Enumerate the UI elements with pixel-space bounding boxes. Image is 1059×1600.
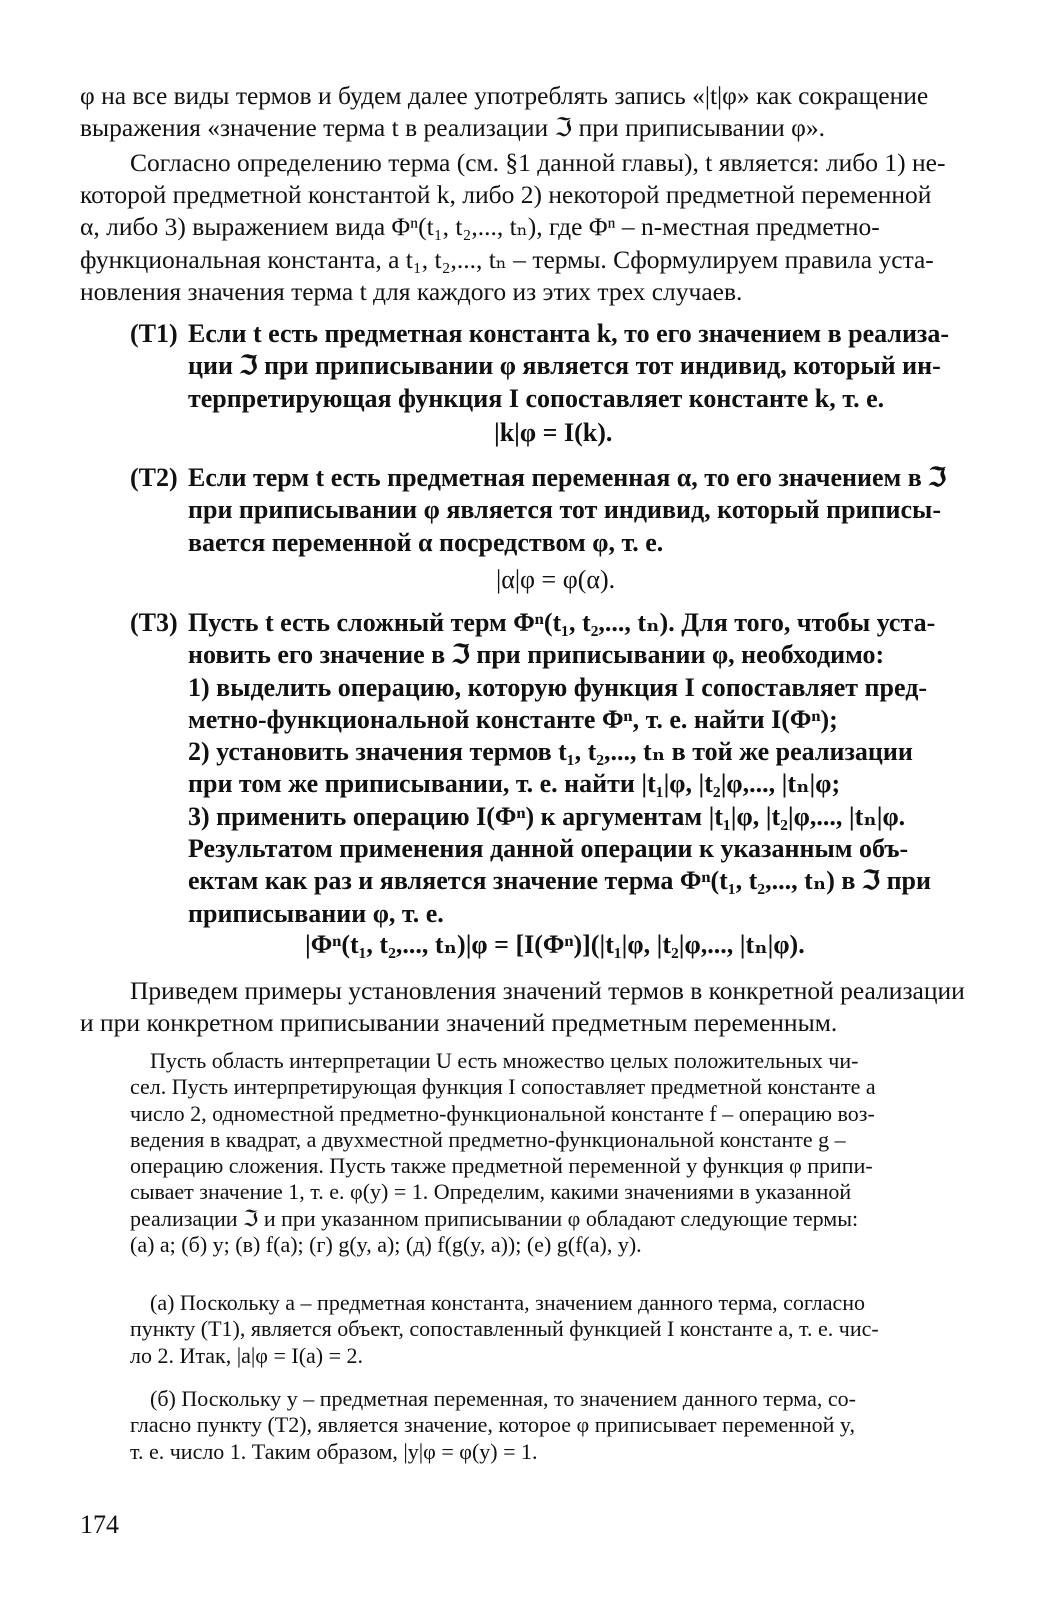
text-line: число 2, одноместной предметно-функциональной константе f – операцию воз-	[130, 1100, 875, 1126]
text-line: (а) a; (б) y; (в) f(a); (г) g(y, a); (д) f(g(y, a)); (е) g(f(a), y).	[130, 1232, 642, 1258]
rule-t1	[130, 318, 990, 415]
formula-t1: |k|φ = I(k).	[494, 418, 613, 447]
text-line: метно-функциональной константе Φⁿ, т. е. найти I(Φⁿ);	[188, 704, 838, 734]
rule-label: (T2)	[130, 463, 178, 492]
text-line: Если терм t есть предметная переменная α, то его значением в ℑ	[188, 463, 947, 492]
text-line: и при конкретном приписывании значений предметным переменным.	[80, 1008, 838, 1038]
text-line: Пусть область интерпретации U есть множество целых положительных чи-	[150, 1048, 859, 1073]
rule-t3	[130, 607, 990, 930]
text-line: Приведем примеры установления значений термов в конкретной реализации	[130, 976, 965, 1005]
text-line: выражения «значение терма t в реализации ℑ при приписывании φ».	[80, 113, 826, 143]
text-line: реализации ℑ и при указанном приписывании φ обладают следующие термы:	[130, 1205, 859, 1231]
rule-label: (T1)	[130, 319, 178, 348]
text-line: т. е. число 1. Таким образом, |y|φ = φ(y) = 1.	[130, 1438, 538, 1464]
text-line: Пусть t есть сложный терм Φⁿ(t₁, t₂,..., tₙ). Для того, чтобы уста-	[188, 608, 936, 637]
example-b-paragraph	[130, 1386, 990, 1465]
text-line: φ на все виды термов и будем далее употреблять запись «|t|φ» как сокращение	[80, 81, 929, 110]
rule-t2	[130, 462, 990, 559]
text-line: Согласно определению терма (см. §1 данной главы), t является: либо 1) не-	[130, 148, 946, 177]
text-line: Результатом применения данной операции к указанным объ-	[188, 834, 909, 864]
example-setup-paragraph	[130, 1048, 990, 1258]
text-line: операцию сложения. Пусть также предметной переменной y функция φ припи-	[130, 1153, 873, 1179]
text-line: ведения в квадрат, а двухместной предметно-функциональной константе g –	[130, 1126, 846, 1152]
text-line: (а) Поскольку a – предметная константа, значением данного терма, согласно	[150, 1290, 866, 1315]
text-line: терпретирующая функция I сопоставляет константе k, т. е.	[188, 383, 885, 413]
text-line: гласно пункту (T2), является значение, которое φ приписывает переменной y,	[130, 1412, 855, 1438]
text-line: функциональная константа, а t₁, t₂,..., tₙ – термы. Сформулируем правила уста-	[80, 244, 934, 274]
intro-paragraph	[80, 80, 1026, 144]
text-line: 1) выделить операцию, которую функция I сопоставляет пред-	[188, 672, 928, 702]
examples-intro-paragraph	[80, 975, 1026, 1039]
page-number: 174	[80, 1510, 119, 1539]
formula-t3: |Φⁿ(t₁, t₂,..., tₙ)|φ = [I(Φⁿ)](|t₁|φ, |t₂|φ,..., |tₙ|φ).	[305, 930, 805, 959]
text-line: при том же приписывании, т. е. найти |t₁|φ, |t₂|φ,..., |tₙ|φ;	[188, 769, 841, 799]
text-line: (б) Поскольку y – предметная переменная, то значением данного терма, со-	[150, 1386, 856, 1411]
definition-paragraph	[80, 147, 1026, 308]
text-line: которой предметной константой k, либо 2) некоторой предметной переменной	[80, 180, 932, 210]
rule-label: (T3)	[130, 608, 178, 637]
text-line: α, либо 3) выражением вида Φⁿ(t₁, t₂,..., tₙ), где Φⁿ – n-местная предметно-	[80, 212, 880, 242]
example-a-paragraph	[130, 1290, 990, 1369]
text-line: пункту (T1), является объект, сопоставленный функцией I константе a, т. е. чис-	[130, 1316, 879, 1342]
text-line: приписывании φ, т. е.	[188, 898, 444, 928]
text-line: ло 2. Итак, |a|φ = I(a) = 2.	[130, 1342, 364, 1368]
text-line: при приписывании φ является тот индивид, который приписы-	[188, 495, 941, 525]
text-line: Если t есть предметная константа k, то его значением в реализа-	[188, 319, 950, 348]
text-line: ектам как раз и является значение терма Φⁿ(t₁, t₂,..., tₙ) в ℑ при	[188, 866, 931, 896]
text-line: сывает значение 1, т. е. φ(y) = 1. Определим, какими значениями в указанной	[130, 1179, 852, 1205]
text-line: 2) установить значения термов t₁, t₂,..., tₙ в той же реализации	[188, 737, 913, 767]
formula-t2: |α|φ = φ(α).	[496, 565, 616, 594]
text-line: сел. Пусть интерпретирующая функция I сопоставляет предметной константе a	[130, 1074, 876, 1100]
text-line: новить его значение в ℑ при приписывании φ, необходимо:	[188, 640, 885, 670]
text-line: ции ℑ при приписывании φ является тот индивид, который ин-	[188, 351, 941, 381]
text-line: новления значения терма t для каждого из этих трех случаев.	[80, 276, 743, 306]
text-line: 3) применить операцию I(Φⁿ) к аргументам |t₁|φ, |t₂|φ,..., |tₙ|φ.	[188, 801, 906, 831]
text-line: вается переменной α посредством φ, т. е.	[188, 527, 664, 557]
